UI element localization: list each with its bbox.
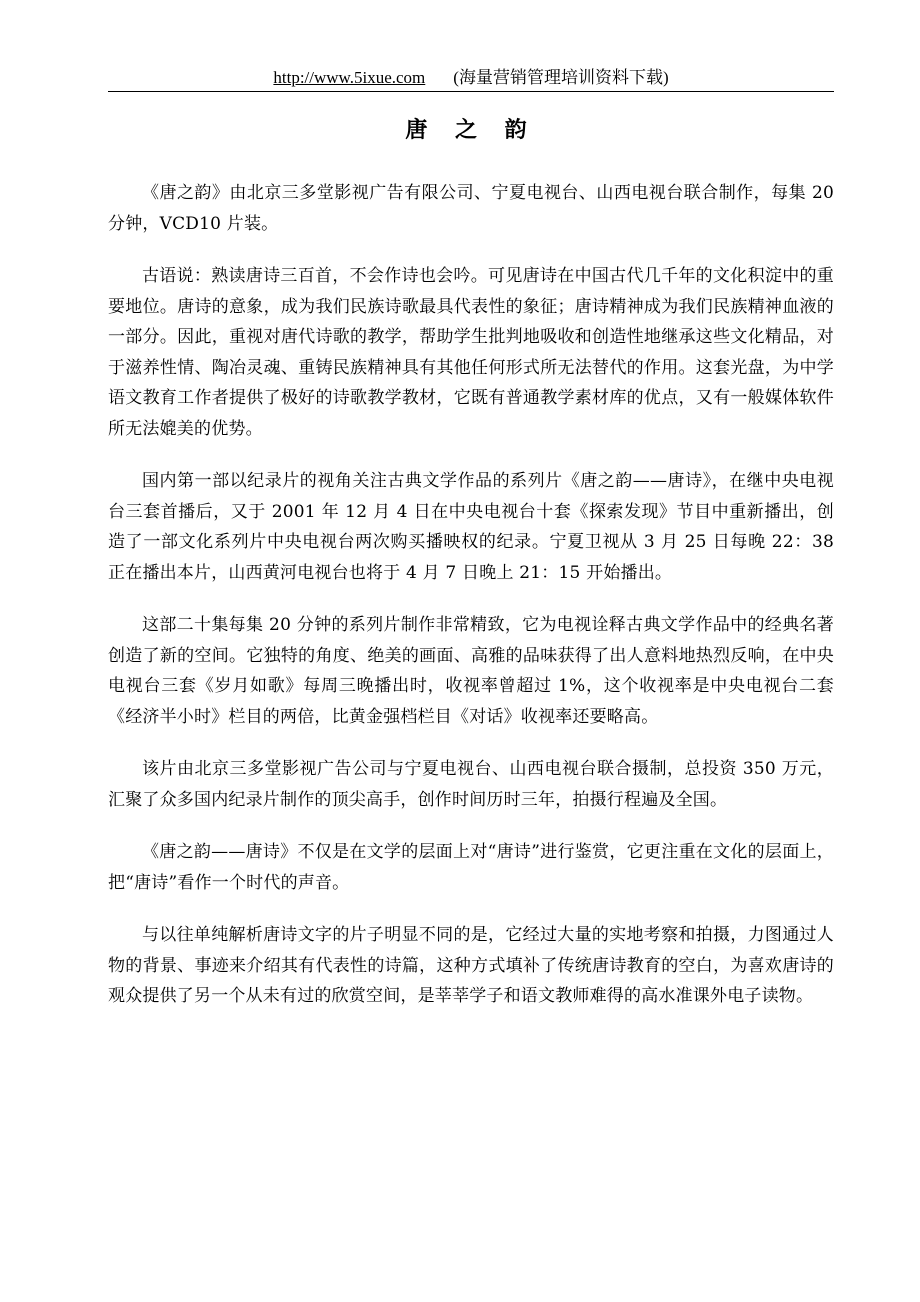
header-note: (海量营销管理培训资料下载): [453, 68, 669, 87]
paragraph-4: 这部二十集每集 20 分钟的系列片制作非常精致，它为电视诠释古典文学作品中的经典名著创造了新的空间。它独特的角度、绝美的画面、高雅的品味获得了出人意料地热烈反响，在中央电视台三套《岁月如歌》每周三晚播出时，收视率曾超过 1%，这个收视率是中央电视台二套《经济半小时》栏目的两倍，比黄金强档栏目《对话》收视率还要略高。: [108, 615, 834, 727]
paragraph-3: 国内第一部以纪录片的视角关注古典文学作品的系列片《唐之韵——唐诗》，在继中央电视台三套首播后，又于 2001 年 12 月 4 日在中央电视台十套《探索发现》节目中重新播出，创造了一部文化系列片中央电视台两次购买播映权的纪录。宁夏卫视从 3 月 25 日每晚 22：38 正在播出本片，山西黄河电视台也将于 4 月 7 日晚上 21：15 开始播出。: [108, 471, 834, 583]
paragraph-7: 与以往单纯解析唐诗文字的片子明显不同的是，它经过大量的实地考察和拍摄，力图通过人物的背景、事迹来介绍其有代表性的诗篇，这种方式填补了传统唐诗教育的空白，为喜欢唐诗的观众提供了另一个从未有过的欣赏空间，是莘莘学子和语文教师难得的高水准课外电子读物。: [108, 925, 834, 1006]
header-url-link[interactable]: http://www.5ixue.com: [273, 68, 426, 87]
page-header: [108, 64, 834, 92]
document-title: 唐 之 韵: [405, 117, 537, 143]
document-body: [108, 178, 834, 1034]
paragraph-6: 《唐之韵——唐诗》不仅是在文学的层面上对“唐诗”进行鉴赏，它更注重在文化的层面上，把“唐诗”看作一个时代的声音。: [108, 842, 834, 893]
paragraph-5: 该片由北京三多堂影视广告公司与宁夏电视台、山西电视台联合摄制，总投资 350 万元，汇聚了众多国内纪录片制作的顶尖高手，创作时间历时三年，拍摄行程遍及全国。: [108, 759, 834, 810]
paragraph-2: 古语说：熟读唐诗三百首，不会作诗也会吟。可见唐诗在中国古代几千年的文化积淀中的重要地位。唐诗的意象，成为我们民族诗歌最具代表性的象征；唐诗精神成为我们民族精神血液的一部分。因此，重视对唐代诗歌的教学，帮助学生批判地吸收和创造性地继承这些文化精品，对于滋养性情、陶冶灵魂、重铸民族精神具有其他任何形式所无法替代的作用。这套光盘，为中学语文教育工作者提供了极好的诗歌教学教材，它既有普通教学素材库的优点，又有一般媒体软件所无法媲美的优势。: [108, 266, 834, 439]
paragraph-1: 《唐之韵》由北京三多堂影视广告有限公司、宁夏电视台、山西电视台联合制作，每集 20 分钟，VCD10 片装。: [108, 183, 834, 234]
